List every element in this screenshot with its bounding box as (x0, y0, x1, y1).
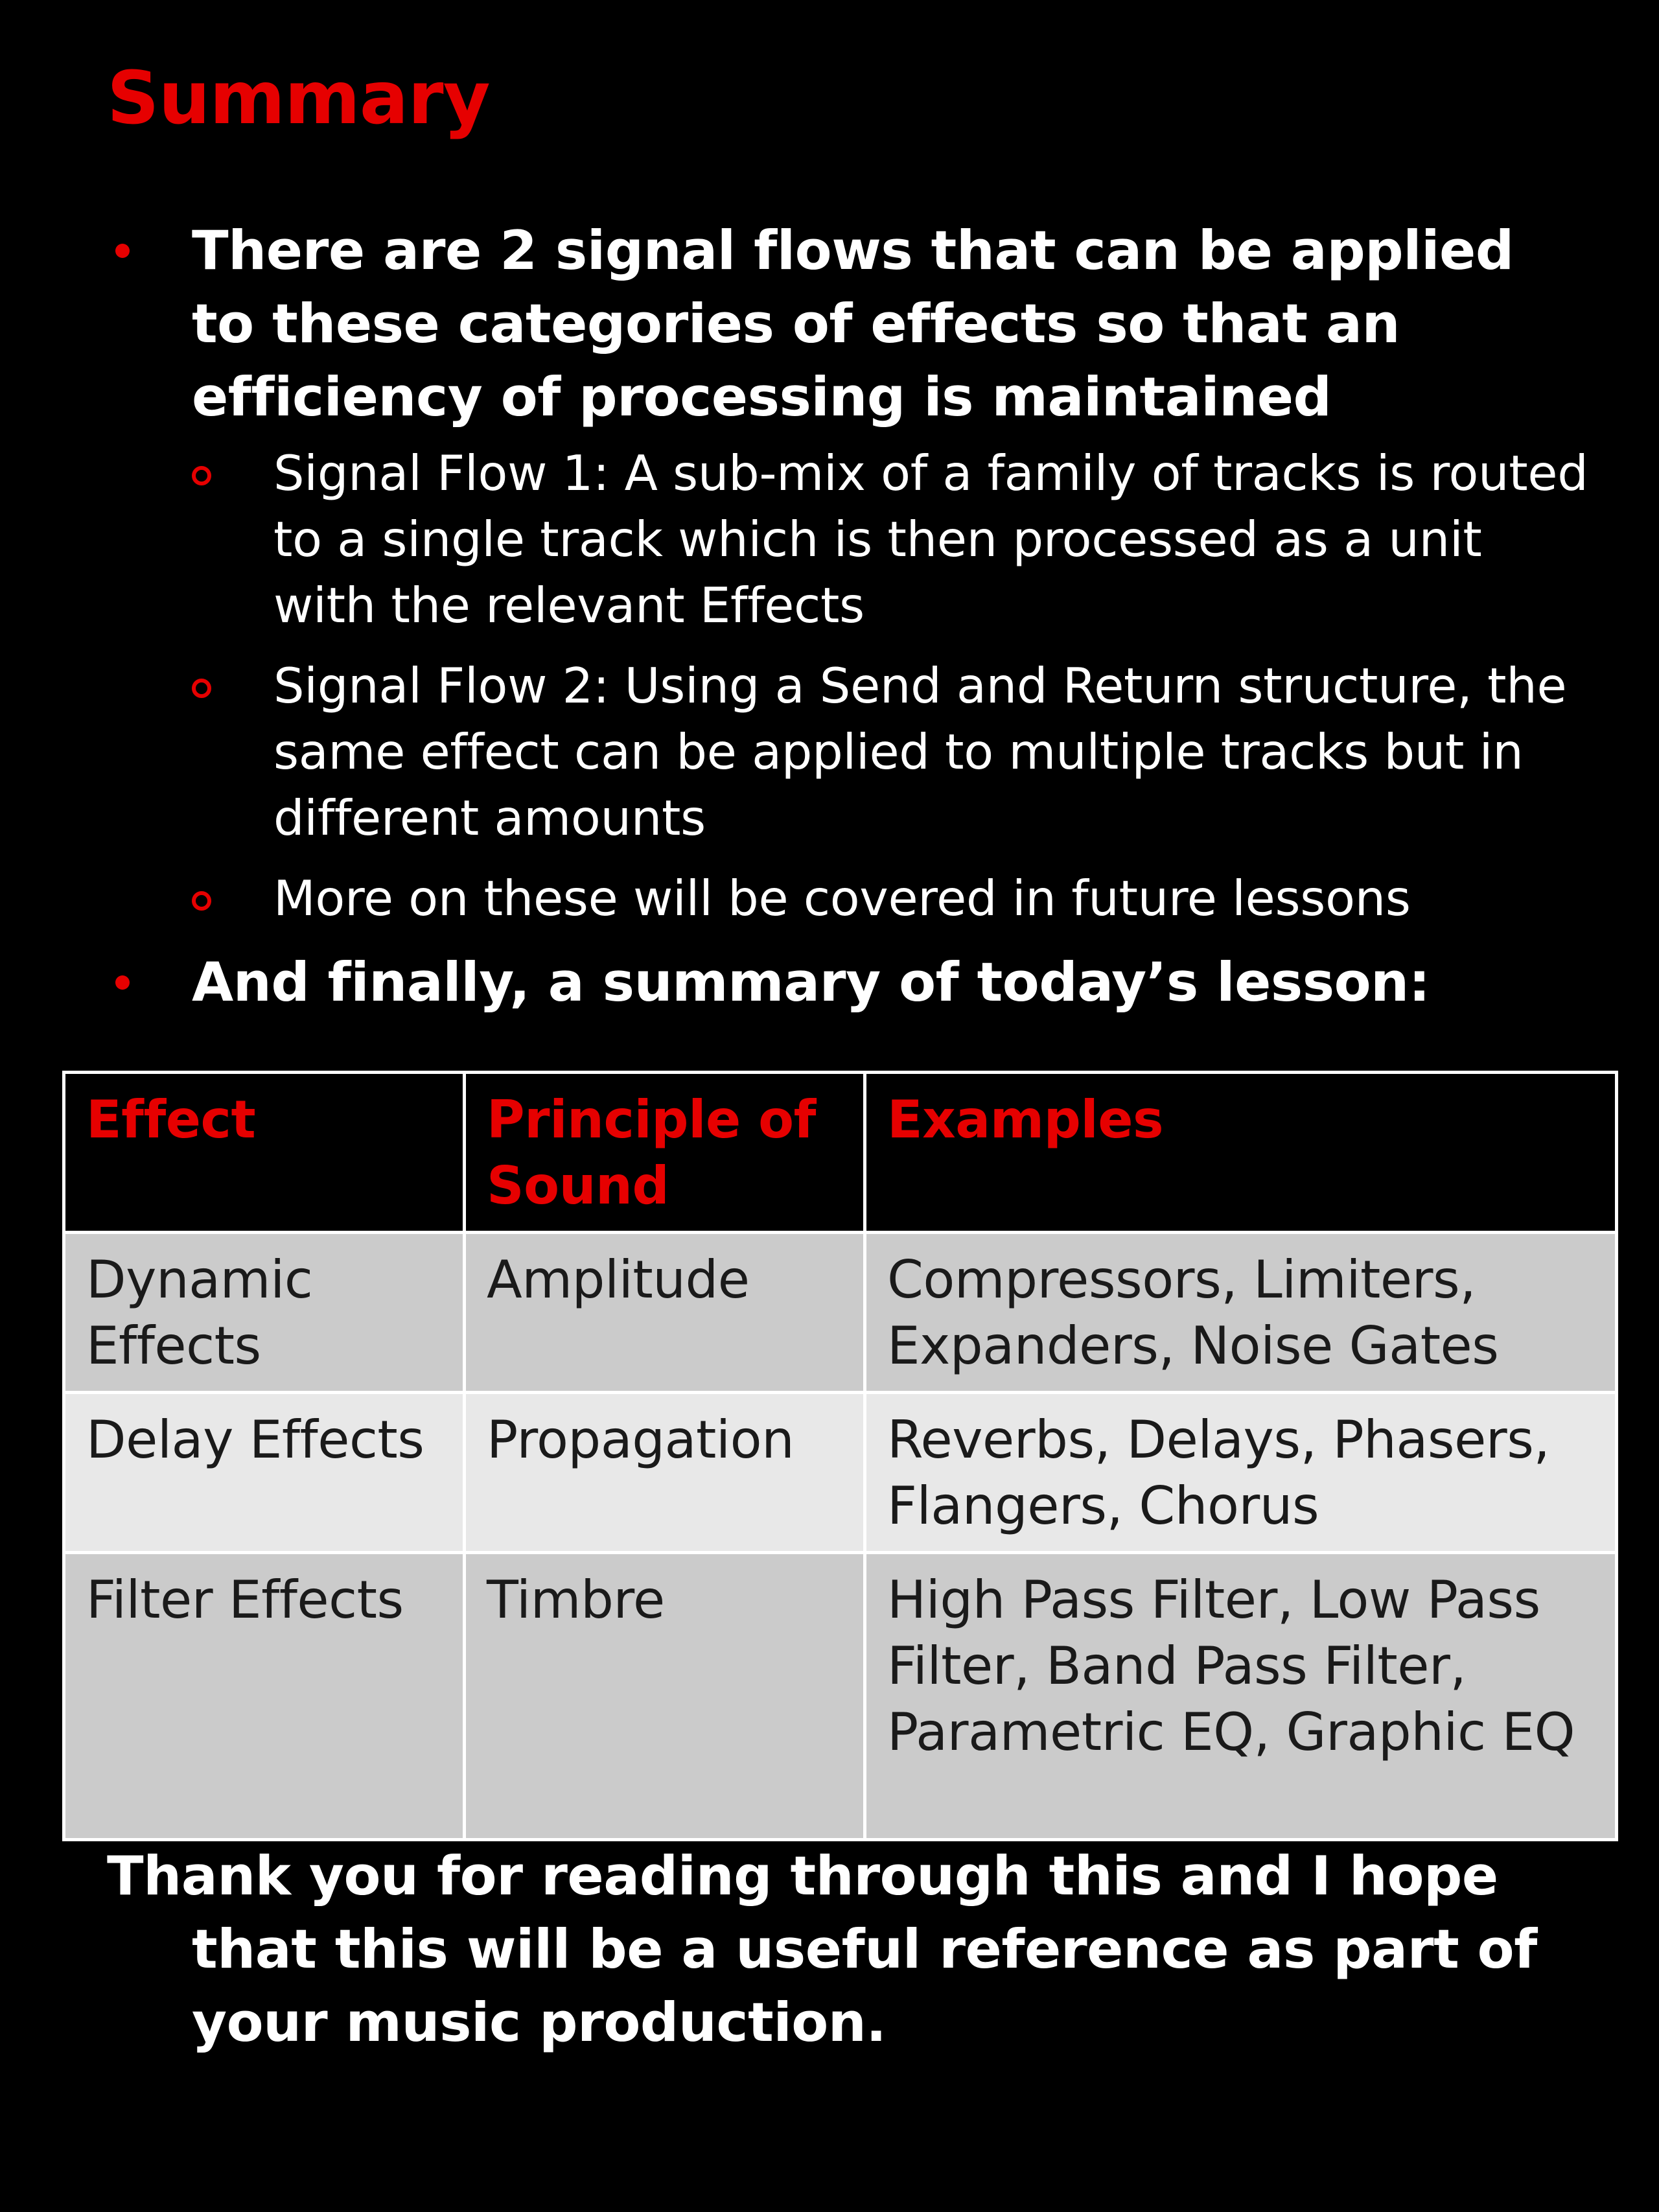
bullet-item (0, 214, 1572, 434)
sub-bullet-item (0, 440, 1595, 638)
table-cell: Delay Effects (64, 1393, 465, 1553)
table-cell: High Pass Filter, Low Pass Filter, Band Pass Filter, Parametric EQ, Graphic EQ (865, 1553, 1617, 1840)
sub-bullet-item (0, 865, 1595, 931)
bullet-circle-icon (192, 466, 211, 485)
closing-line: your music production. (192, 1991, 887, 2054)
column-header-principle: Principle of Sound (465, 1073, 865, 1233)
table-cell: Compressors, Limiters, Expanders, Noise Gates (865, 1233, 1617, 1393)
table-cell: Filter Effects (64, 1553, 465, 1840)
sub-bullet-item (0, 653, 1595, 851)
bullet-dot-icon (115, 244, 130, 258)
column-header-examples: Examples (865, 1073, 1617, 1233)
bullet-text: And finally, a summary of today’s lesson: (192, 951, 1430, 1014)
bullet-dot-icon (115, 975, 130, 990)
sub-bullet-text: More on these will be covered in future lessons (273, 870, 1411, 927)
slide-title: Summary (107, 56, 490, 141)
table-cell: Amplitude (465, 1233, 865, 1393)
bullet-list (0, 214, 1659, 1019)
table-cell: Propagation (465, 1393, 865, 1553)
table-cell: Reverbs, Delays, Phasers, Flangers, Chorus (865, 1393, 1617, 1553)
bullet-text: There are 2 signal flows that can be applied to these categories of effects so that an efficiency of processing is maintained (192, 219, 1514, 428)
table-row (64, 1553, 1617, 1840)
table-row (64, 1233, 1617, 1393)
sub-bullet-text: Signal Flow 1: A sub-mix of a family of tracks is routed to a single track which is then processed as a unit with the relevant Effects (273, 445, 1588, 634)
bullet-item (0, 946, 1572, 1019)
column-header-effect: Effect (64, 1073, 465, 1233)
summary-table (62, 1071, 1618, 1841)
closing-paragraph (107, 1839, 1552, 2059)
table-cell: Dynamic Effects (64, 1233, 465, 1393)
table-row (64, 1393, 1617, 1553)
closing-line: that this will be a useful reference as part of (192, 1918, 1537, 1981)
table-cell: Timbre (465, 1553, 865, 1840)
closing-line: Thank you for reading through this and I hope (107, 1845, 1498, 1907)
table-header-row (64, 1073, 1617, 1233)
sub-bullet-text: Signal Flow 2: Using a Send and Return structure, the same effect can be applied to multiple tracks but in different amounts (273, 657, 1567, 846)
sub-bullet-list (0, 440, 1659, 931)
bullet-circle-icon (192, 891, 211, 911)
bullet-circle-icon (192, 679, 211, 698)
